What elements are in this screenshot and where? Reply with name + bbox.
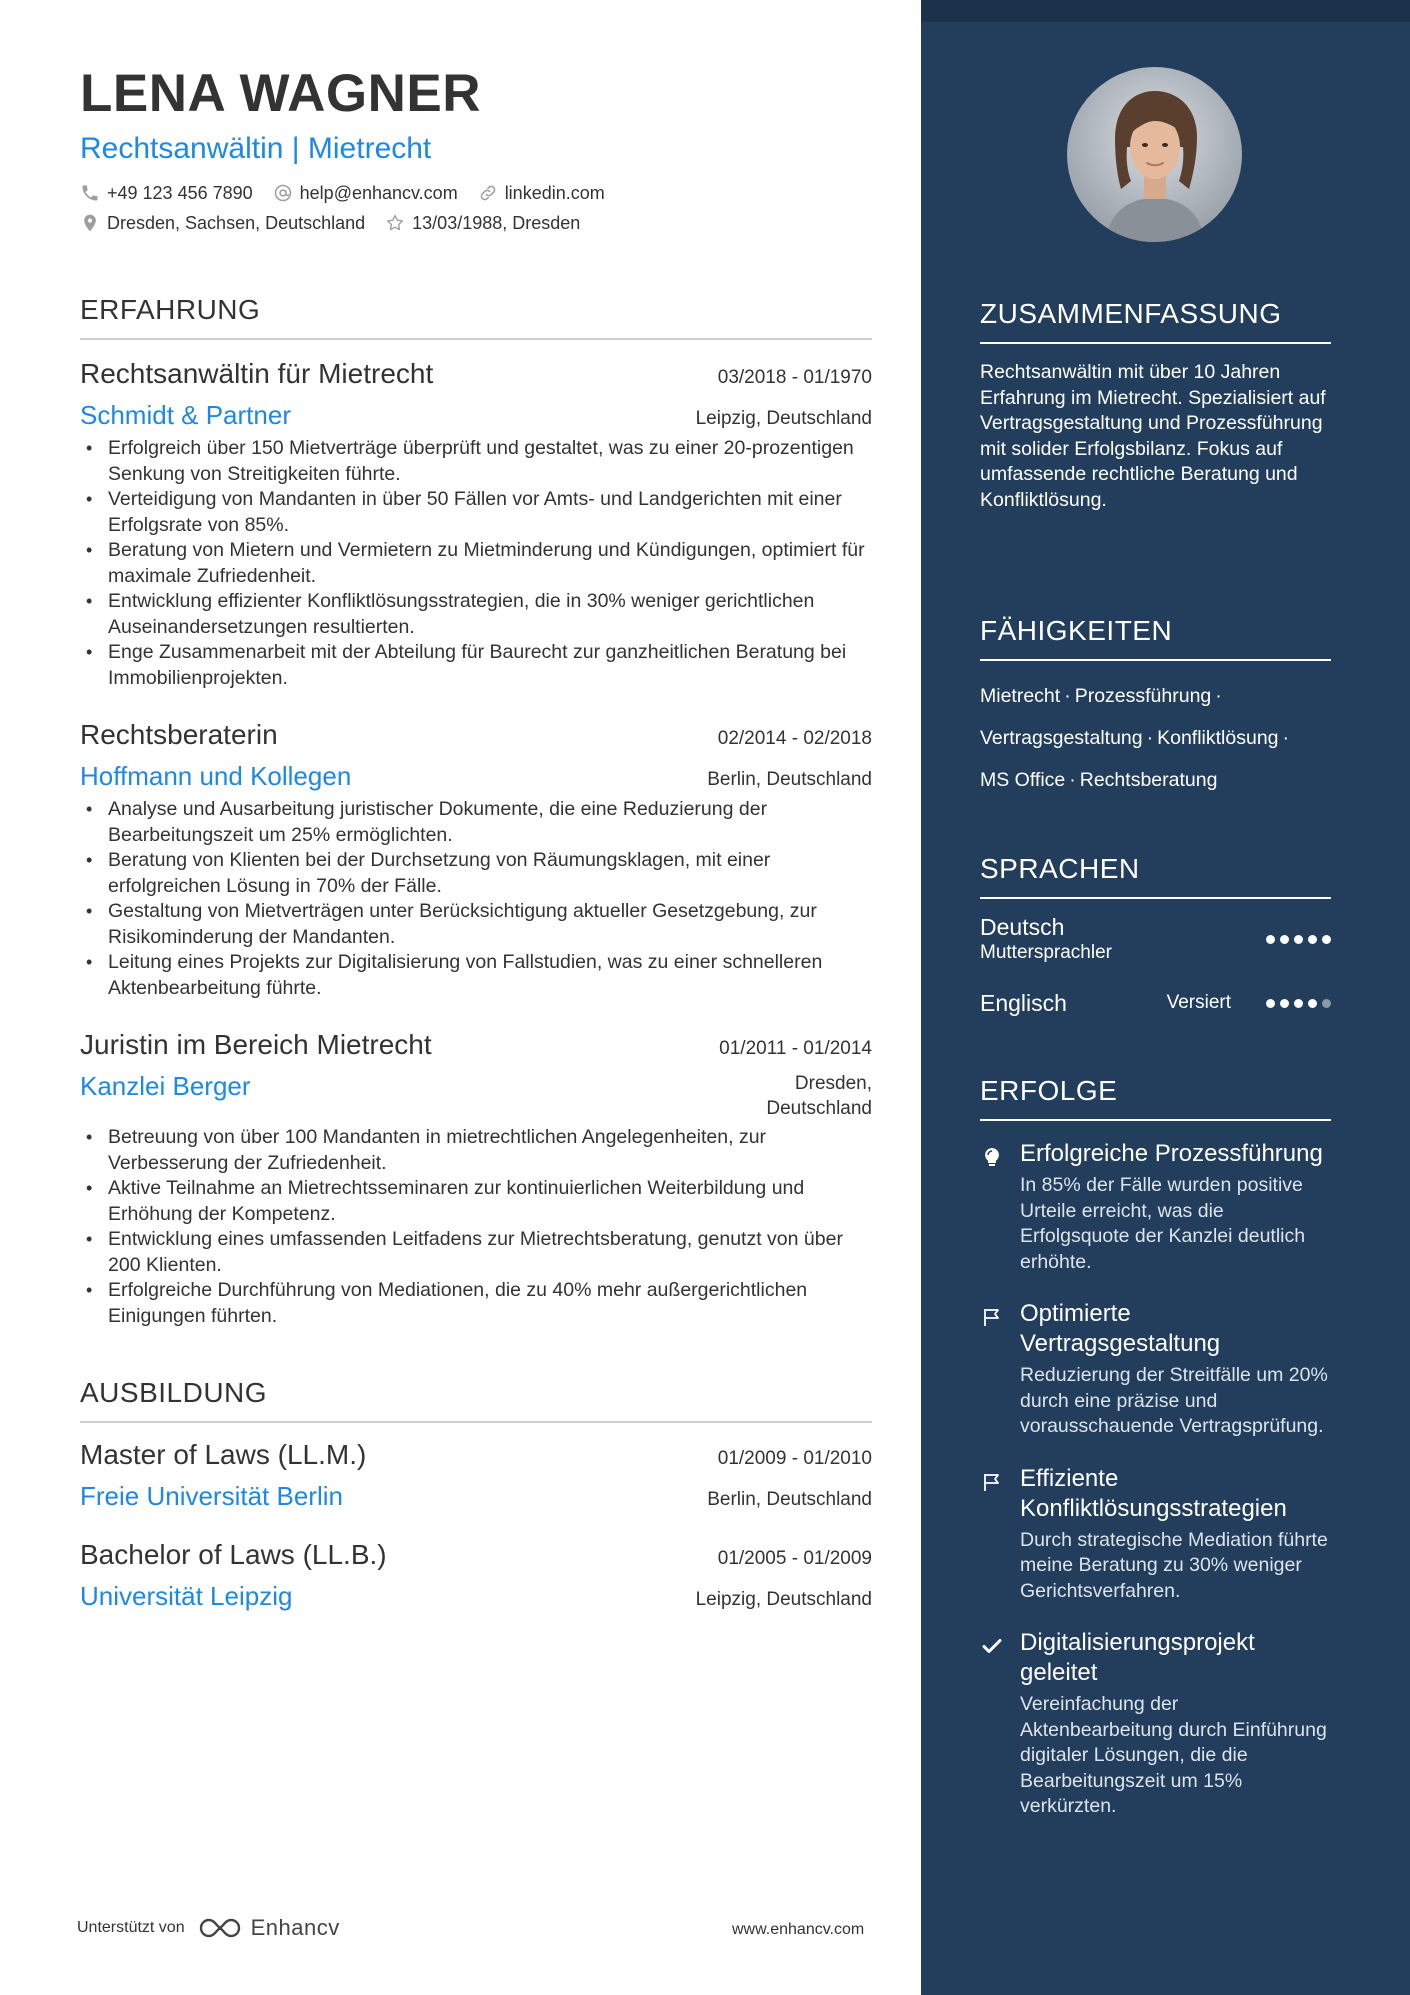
phone-contact (80, 183, 253, 204)
flag-icon (980, 1470, 1004, 1494)
job-dates: 02/2014 - 02/2018 (717, 728, 872, 749)
achievement-title: Optimierte Vertragsgestaltung (1020, 1300, 1221, 1357)
job-role: Juristin im Bereich Mietrecht (80, 1029, 432, 1060)
skill-item: Rechtsberatung (1079, 769, 1218, 791)
summary-text: Rechtsanwältin mit über 10 Jahren Erfahrung im Mietrecht. Spezialisiert auf Vertragsgestaltung und Prozessführung mit solider Erfolgsbilanz. Fokus auf umfassende rechtliche Beratung und Konfliktlösung. (980, 361, 1326, 511)
achievement-title: Effiziente Konfliktlösungsstrategien (1020, 1464, 1287, 1522)
star-icon (385, 213, 405, 233)
degree-dates: 01/2005 - 01/2009 (717, 1548, 872, 1569)
languages-title: SPRACHEN (980, 853, 1331, 899)
bullet-item: • Gestaltung von Mietverträgen unter Berücksichtigung aktueller Gesetzgebung, zur Risikominderung der Mandanten. (80, 899, 872, 950)
rating-dot-filled (1280, 935, 1289, 944)
achievement-item (980, 1464, 1331, 1605)
summary-section (980, 298, 1331, 513)
bullet-item: • Enge Zusammenarbeit mit der Abteilung für Baurecht zur ganzheitlichen Beratung bei Immobilienprojekten. (80, 640, 872, 691)
email-text[interactable]: help@enhancv.com (299, 182, 458, 203)
link-icon (478, 183, 498, 203)
job-role: Rechtsanwältin für Mietrecht (80, 358, 434, 389)
enhancv-logo[interactable] (197, 1915, 340, 1941)
job-role: Rechtsberaterin (80, 719, 278, 750)
location-contact (80, 213, 365, 234)
skill-separator: · (1282, 727, 1290, 749)
school-location: Berlin, Deutschland (707, 1489, 872, 1510)
company-name: Hoffmann und Kollegen (80, 761, 352, 791)
headline: Rechtsanwältin | Mietrecht (80, 132, 432, 165)
brand-name: Enhancv (250, 1915, 340, 1940)
school-location: Leipzig, Deutschland (695, 1589, 872, 1610)
experience-entry (80, 1027, 872, 1329)
enhancv-logo-icon (197, 1916, 243, 1940)
degree-title: Master of Laws (LL.M.) (80, 1439, 367, 1470)
achievements-title: ERFOLGE (980, 1075, 1331, 1121)
skill-separator: · (1064, 685, 1071, 707)
bullet-item: • Beratung von Mietern und Vermietern zu Mietminderung und Kündigungen, optimiert für maximale Zufriedenheit. (80, 538, 872, 589)
map-pin-icon (80, 213, 100, 233)
education-section (80, 1377, 872, 1613)
education-title: AUSBILDUNG (80, 1377, 872, 1423)
rating-dot-filled (1266, 935, 1275, 944)
bullet-item: • Betreuung von über 100 Mandanten in mietrechtlichen Angelegenheiten, zur Verbesserung der Zufriedenheit. (80, 1125, 872, 1176)
job-location: Berlin, Deutschland (707, 769, 872, 790)
rating-dot-filled (1294, 935, 1303, 944)
achievement-desc: Reduzierung der Streitfälle um 20% durch eine präzise und vorausschauende Vertragsprüfung. (1020, 1364, 1328, 1437)
skill-separator: · (1069, 769, 1076, 791)
company-name: Schmidt & Partner (80, 400, 291, 430)
check-icon (980, 1634, 1004, 1658)
rating-dot-filled (1308, 999, 1317, 1008)
education-entry (80, 1537, 872, 1613)
bullet-item: • Beratung von Klienten bei der Durchsetzung von Räumungsklagen, mit einer erfolgreichen Lösung in 70% der Fälle. (80, 848, 872, 899)
skill-item: Prozessführung (1074, 685, 1212, 707)
school-name: Universität Leipzig (80, 1581, 293, 1611)
education-entry (80, 1437, 872, 1513)
school-name: Freie Universität Berlin (80, 1481, 343, 1511)
experience-title: ERFAHRUNG (80, 294, 872, 340)
bullet-item: • Erfolgreiche Durchführung von Mediationen, die zu 40% mehr außergerichtlichen Einigungen führten. (80, 1278, 872, 1329)
footer-url[interactable]: www.enhancv.com (732, 1921, 865, 1938)
job-location (766, 1071, 872, 1121)
achievement-item (980, 1628, 1331, 1820)
powered-by-text: Unterstützt von (77, 1919, 185, 1936)
language-rating (1261, 935, 1331, 944)
rating-dot-filled (1280, 999, 1289, 1008)
achievement-icon-wrap (980, 1299, 1020, 1440)
skill-item: Konfliktlösung (1157, 727, 1279, 749)
profile-photo (1067, 67, 1242, 242)
skills-section (980, 615, 1331, 801)
achievement-icon-wrap (980, 1628, 1020, 1820)
main-column (80, 62, 872, 1613)
achievements-section (980, 1075, 1331, 1820)
achievement-item (980, 1299, 1331, 1440)
sidebar (921, 0, 1410, 1995)
linkedin-text[interactable]: linkedin.com (504, 182, 605, 203)
degree-dates: 01/2009 - 01/2010 (717, 1448, 872, 1469)
avatar (1067, 67, 1242, 242)
skill-item: Mietrecht (980, 685, 1061, 707)
footer-branding (77, 1915, 340, 1941)
bullet-item: • Leitung eines Projekts zur Digitalisierung von Fallstudien, was zu einer schnelleren Aktenbearbeitung führte. (80, 950, 872, 1001)
phone-icon (80, 183, 100, 203)
rating-dot-filled (1308, 935, 1317, 944)
birth-contact (385, 213, 580, 234)
achievement-desc: Durch strategische Mediation führte meine Beratung zu 30% weniger Gerichtsverfahren. (1020, 1528, 1328, 1602)
bullet-item: • Aktive Teilnahme an Mietrechtsseminaren zur kontinuierlichen Weiterbildung und Erhöhung der Kompetenz. (80, 1176, 872, 1227)
degree-title: Bachelor of Laws (LL.B.) (80, 1539, 387, 1570)
job-dates: 01/2011 - 01/2014 (719, 1038, 872, 1059)
language-name: Deutsch (980, 914, 1065, 940)
languages-section (980, 853, 1331, 1017)
achievement-desc: In 85% der Fälle wurden positive Urteile erreicht, was die Erfolgsquote der Kanzlei deutlich erhöhte. (1020, 1174, 1306, 1273)
birth-text: 13/03/1988, Dresden (412, 212, 581, 233)
skill-item: Vertragsgestaltung (980, 727, 1143, 749)
job-location-line: Dresden, (794, 1073, 872, 1094)
sidebar-top-bar (921, 0, 1410, 22)
bullet-item: • Verteidigung von Mandanten in über 50 Fällen vor Amts- und Landgerichten mit einer Erfolgsrate von 85%. (80, 487, 872, 538)
achievement-title: Erfolgreiche Prozessführung (1020, 1140, 1323, 1167)
skill-separator: · (1146, 727, 1154, 749)
rating-dot-empty (1322, 999, 1331, 1008)
achievement-title: Digitalisierungsprojekt geleitet (1020, 1629, 1255, 1686)
achievement-icon-wrap (980, 1464, 1020, 1605)
skills-title: FÄHIGKEITEN (980, 615, 1331, 661)
summary-title: ZUSAMMENFASSUNG (980, 298, 1331, 344)
language-level: Muttersprachler (980, 942, 1112, 963)
achievement-desc: Vereinfachung der Aktenbearbeitung durch Einführung digitaler Lösungen, die die Bearbeitungszeit um 15% verkürzten. (1020, 1693, 1327, 1817)
language-level: Versiert (1166, 992, 1231, 1013)
location-text: Dresden, Sachsen, Deutschland (107, 212, 366, 233)
company-name: Kanzlei Berger (80, 1071, 251, 1101)
job-dates: 03/2018 - 01/1970 (717, 367, 872, 388)
lightbulb-icon (980, 1145, 1004, 1169)
contact-row-2 (80, 212, 872, 234)
language-name: Englisch (980, 990, 1067, 1016)
experience-entry (80, 717, 872, 1001)
language-rating (1261, 999, 1331, 1008)
contact-row-1 (80, 182, 872, 204)
bullet-item: • Entwicklung eines umfassenden Leitfadens zur Mietrechtsberatung, genutzt von über 200 Klienten. (80, 1227, 872, 1278)
experience-section (80, 294, 872, 1329)
job-location-line: Deutschland (766, 1098, 872, 1119)
experience-entry (80, 356, 872, 691)
at-icon (273, 183, 293, 203)
achievement-item (980, 1139, 1331, 1275)
bullet-item: • Analyse und Ausarbeitung juristischer Dokumente, die eine Reduzierung der Bearbeitungszeit um 25% ermöglichten. (80, 797, 872, 848)
job-bullets (80, 436, 872, 691)
rating-dot-filled (1322, 935, 1331, 944)
candidate-name: LENA WAGNER (80, 64, 482, 123)
bullet-item: • Entwicklung effizienter Konfliktlösungsstrategien, die in 30% weniger gerichtlichen Auseinandersetzungen resultierten. (80, 589, 872, 640)
achievement-icon-wrap (980, 1139, 1020, 1275)
email-contact[interactable] (273, 183, 458, 204)
language-row (980, 913, 1331, 965)
language-row (980, 989, 1331, 1017)
job-location: Leipzig, Deutschland (695, 408, 872, 429)
skill-item: MS Office (980, 769, 1066, 791)
rating-dot-filled (1294, 999, 1303, 1008)
linkedin-contact[interactable] (478, 183, 605, 204)
skills-list (980, 675, 1331, 801)
job-bullets (80, 1125, 872, 1329)
skill-separator: · (1215, 685, 1222, 707)
job-bullets (80, 797, 872, 1001)
bullet-item: • Erfolgreich über 150 Mietverträge überprüft und gestaltet, was zu einer 20-prozentigen Senkung von Streitigkeiten führte. (80, 436, 872, 487)
phone-text: +49 123 456 7890 (107, 182, 253, 203)
flag-icon (980, 1305, 1004, 1329)
rating-dot-filled (1266, 999, 1275, 1008)
